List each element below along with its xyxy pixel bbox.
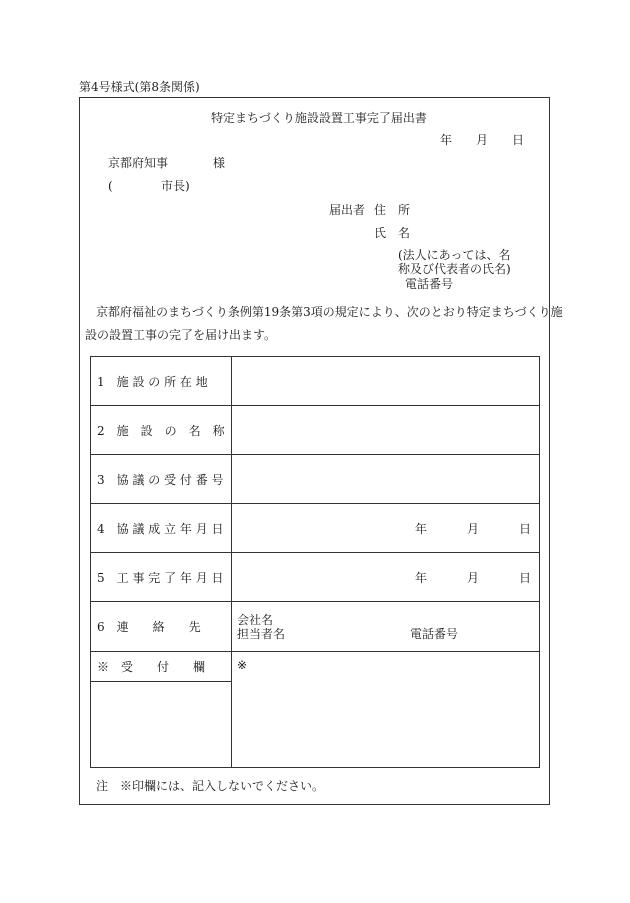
body-text-line2: 設の設置工事の完了を届け出ます。: [85, 328, 277, 342]
date-day: 日: [512, 133, 525, 147]
addressee-governor: 京都府知事: [108, 156, 169, 170]
receipt-mark: ※: [237, 658, 248, 672]
applicant-label: 届出者: [329, 203, 366, 217]
table-row: [91, 504, 540, 553]
body-text-line1: 京都府福祉のまちづくり条例第19条第3項の規定により、次のとおり特定まちづくり施: [96, 305, 563, 319]
receipt-blank: [91, 682, 232, 768]
row-label: 5 工 事 完 了 年 月 日: [91, 553, 232, 602]
value-cell[interactable]: [232, 455, 540, 504]
date-cell[interactable]: [232, 553, 540, 602]
row-date-year: 年: [414, 570, 427, 585]
contact-cell[interactable]: [232, 602, 540, 652]
table-row: [91, 406, 540, 455]
table-row: [91, 357, 540, 406]
row-date-day: 日: [518, 521, 531, 536]
applicant-address: 住 所: [374, 203, 411, 217]
contact-person: 担当者名: [237, 626, 286, 641]
value-cell[interactable]: [232, 357, 540, 406]
receipt-area: [232, 652, 540, 768]
form-title: 特定まちづくり施設設置工事完了届出書: [211, 111, 427, 125]
receipt-label: ※ 受 付 欄: [91, 652, 232, 682]
value-cell[interactable]: [232, 406, 540, 455]
table-row: [91, 602, 540, 652]
row-date-month: 月: [466, 570, 479, 585]
corp-note-1: (法人にあっては、名: [398, 248, 511, 262]
row-date-month: 月: [466, 521, 479, 536]
applicant-name: 氏 名: [374, 226, 411, 240]
form-number: 第4号様式(第8条関係): [79, 80, 200, 94]
row-label: 6 連 絡 先: [91, 602, 232, 652]
date-month: 月: [476, 133, 489, 147]
row-label: 1 施 設 の 所 在 地: [91, 357, 232, 406]
receipt-header-row: [91, 652, 540, 682]
row-date-day: 日: [518, 570, 531, 585]
date-year: 年: [440, 133, 453, 147]
row-date-year: 年: [414, 521, 427, 536]
contact-company: 会社名: [237, 612, 274, 627]
addressee-paren: (: [108, 179, 113, 193]
row-label: 3 協 議 の 受 付 番 号: [91, 455, 232, 504]
table-row: [91, 455, 540, 504]
table-row: [91, 553, 540, 602]
corp-note-2: 称及び代表者の氏名): [398, 262, 511, 276]
row-label: 4 協 議 成 立 年 月 日: [91, 504, 232, 553]
row-label: 2 施 設 の 名 称: [91, 406, 232, 455]
addressee-mayor: 市長): [161, 179, 190, 193]
applicant-phone: 電話番号: [405, 277, 454, 291]
date-cell[interactable]: [232, 504, 540, 553]
contact-phone: 電話番号: [410, 626, 459, 641]
addressee-sama: 様: [213, 156, 226, 170]
facility-table: [90, 356, 540, 768]
footer-note: 注 ※印欄には、記入しないでください。: [96, 779, 325, 793]
